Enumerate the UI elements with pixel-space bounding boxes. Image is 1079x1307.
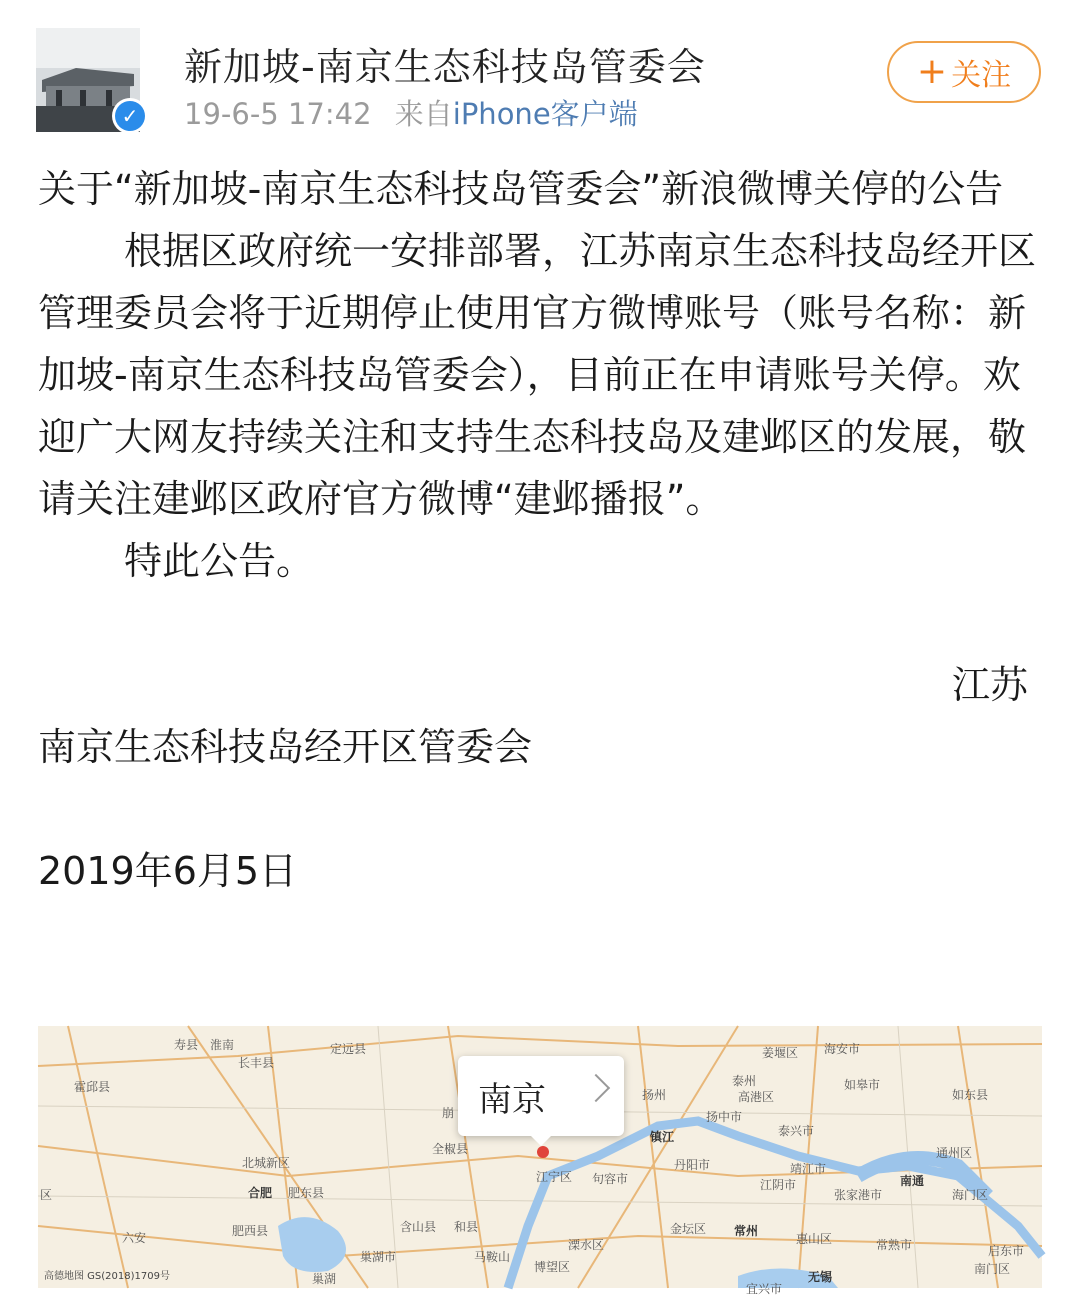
map-label: 肥西县 [232, 1224, 269, 1238]
post-meta [184, 92, 638, 133]
map-label: 如东县 [952, 1088, 989, 1102]
map-label: 扬中市 [706, 1110, 743, 1124]
location-map[interactable] [38, 1026, 1042, 1296]
follow-button[interactable] [887, 41, 1041, 103]
map-label: 博望区 [534, 1260, 571, 1274]
post-header [0, 0, 1079, 150]
signature-line-2: 南京生态科技岛经开区管委会 [38, 725, 533, 769]
post-closing: 特此公告。 [124, 539, 315, 583]
post-body: 根据区政府统一安排部署，江苏南京生态科技岛经开区管理委员会将于近期停止使用官方微博账号（账号名称：新加坡-南京生态科技岛管委会），目前正在申请账号关停。欢迎广大网友持续关注和支持生态科技岛及建邺区的发展，敬请关注建邺区政府官方微博“建邺播报”。 [38, 229, 1037, 521]
map-label: 常熟市 [876, 1238, 913, 1252]
post-date: 2019年6月5日 [38, 849, 298, 893]
map-label: 丹阳市 [674, 1158, 711, 1172]
map-label: 定远县 [330, 1042, 367, 1056]
follow-label: 关注 [951, 58, 1012, 93]
signature-line-1: 江苏 [951, 663, 1028, 707]
map-label: 泰州 [732, 1074, 757, 1088]
post-time: 19-6-5 17:42 [184, 97, 372, 131]
map-label: 北城新区 [242, 1156, 291, 1170]
map-label: 海门区 [952, 1188, 989, 1202]
post-content [38, 158, 1048, 902]
map-label: 如皋市 [844, 1078, 881, 1092]
map-label: 合肥 [248, 1186, 273, 1200]
map-label: 崩 [442, 1106, 455, 1120]
map-label: 霍邱县 [74, 1080, 111, 1094]
map-label: 常州 [734, 1224, 759, 1238]
map-label: 靖江市 [790, 1162, 827, 1176]
map-label: 通州区 [936, 1146, 973, 1160]
map-label: 马鞍山 [474, 1250, 511, 1264]
map-label: 含山县 [400, 1220, 437, 1234]
map-label: 泰兴市 [778, 1124, 815, 1138]
map-label: 南通 [900, 1174, 925, 1188]
location-popup[interactable] [458, 1056, 624, 1136]
map-label: 无锡 [808, 1270, 833, 1284]
map-label: 镇江 [650, 1130, 675, 1144]
map-label: 六安 [122, 1231, 147, 1245]
map-label: 惠山区 [796, 1232, 833, 1246]
map-label: 高港区 [738, 1090, 775, 1104]
map-attribution: 高德地图 GS(2018)1709号 [44, 1271, 170, 1282]
map-label: 巢湖 [312, 1272, 337, 1286]
map-label: 扬州 [642, 1088, 667, 1102]
map-label: 淮南 [210, 1038, 235, 1052]
map-label: 区 [40, 1188, 53, 1202]
plus-icon: + [916, 51, 948, 92]
map-label: 全椒县 [432, 1142, 469, 1156]
map-label: 江宁区 [536, 1170, 573, 1184]
map-label: 长丰县 [238, 1056, 275, 1070]
chevron-right-icon [582, 1074, 610, 1102]
map-label: 张家港市 [834, 1188, 883, 1202]
post-title: 关于“新加坡-南京生态科技岛管委会”新浪微博关停的公告 [38, 167, 1004, 211]
map-label: 肥东县 [288, 1186, 325, 1200]
account-name[interactable]: 新加坡-南京生态科技岛管委会 [184, 45, 706, 89]
map-label: 金坛区 [670, 1222, 707, 1236]
map-label: 溧水区 [568, 1238, 605, 1252]
verified-badge-icon: ✓ [112, 98, 148, 134]
source-prefix: 来自 [394, 97, 453, 131]
map-label: 海安市 [824, 1042, 861, 1056]
popup-label: 南京 [478, 1079, 546, 1120]
map-label: 南门区 [974, 1262, 1011, 1276]
map-label: 巢湖市 [360, 1250, 397, 1264]
map-label: 句容市 [592, 1172, 629, 1186]
map-label: 寿县 [174, 1038, 199, 1052]
map-label: 姜堰区 [762, 1046, 799, 1060]
map-label: 和县 [454, 1220, 479, 1234]
map-label: 江阴市 [760, 1178, 797, 1192]
source-link[interactable]: iPhone客户端 [452, 97, 638, 131]
map-label: 宜兴市 [746, 1282, 783, 1296]
map-label: 启东市 [988, 1244, 1025, 1258]
